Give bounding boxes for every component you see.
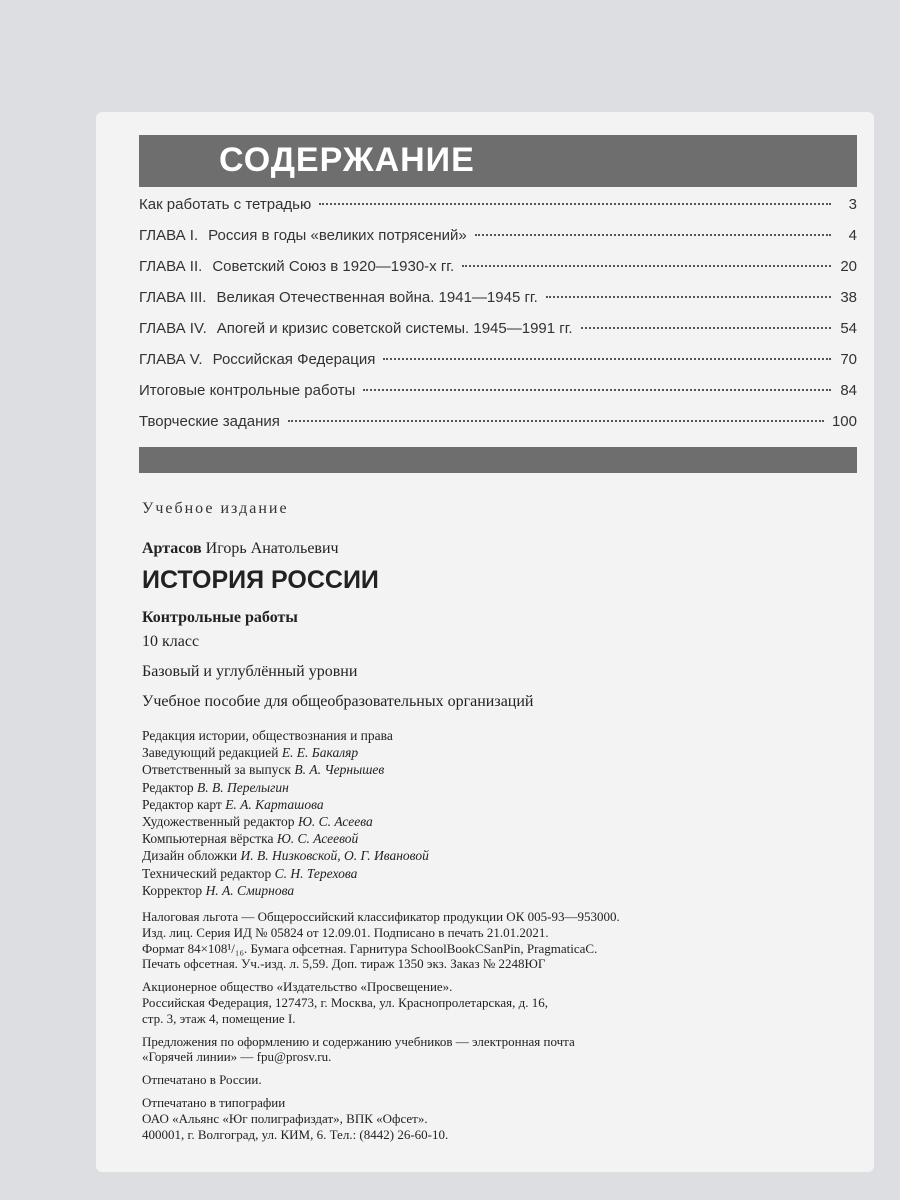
toc-page-number: 100 [831,413,857,430]
book-subtitle: Контрольные работы [142,609,298,626]
toc-entry-title: Великая Отечественная война. 1941—1945 гг. [216,289,538,306]
imprint-line: Формат 84×108¹/₁₆. Бумага офсетная. Гарнитура SchoolBookCSanPin, PragmaticaC. [142,940,598,956]
toc-leader-dots [475,233,831,236]
toc-row [139,289,857,320]
toc-row [139,351,857,382]
credit-role: Художественный редактор [142,814,295,830]
toc-entry-title: Советский Союз в 1920—1930-х гг. [212,258,455,275]
toc-entry-label [139,258,454,275]
toc-chapter-number: ГЛАВА IV. [139,320,207,337]
toc-chapter-number: ГЛАВА III. [139,289,207,306]
credit-person: Е. А. Карташова [225,796,324,812]
toc-page-number: 70 [840,351,857,368]
manual-description: Учебное пособие для общеобразовательных организаций [142,693,534,710]
printer-info [142,1095,862,1142]
toc-row [139,320,857,351]
levels: Базовый и углублённый уровни [142,663,358,680]
imprint-line: Акционерное общество «Издательство «Просвещение». [142,979,453,995]
toc-entry-title: Россия в годы «великих потрясений» [208,227,467,244]
author [142,540,862,558]
credit-role: Редактор [142,779,194,795]
credit-role: Ответственный за выпуск [142,762,291,778]
toc-leader-dots [319,202,831,205]
credit-person: В. А. Чернышев [294,762,385,778]
credit-line [142,761,862,778]
edition-type: Учебное издание [142,500,289,517]
toc-entry-label [139,382,355,399]
toc-page-number: 3 [848,196,857,213]
credit-person: Н. А. Смирнова [205,882,295,898]
toc-row [139,382,857,413]
feedback-info [142,1034,862,1066]
credit-person: В. В. Перелыгин [196,779,289,795]
credit-line [142,882,862,899]
toc-leader-dots [581,326,831,329]
toc-row [139,413,857,444]
author-surname: Артасов [142,540,202,557]
toc-leader-dots [288,419,824,422]
toc-title: СОДЕРЖАНИЕ [219,141,475,179]
credit-role: Технический редактор [142,865,272,881]
toc-entry-title: Апогей и кризис советской системы. 1945—1991 гг. [216,320,573,337]
toc-entry-label [139,320,573,337]
credit-person: Е. Е. Бакаляр [281,745,359,761]
credit-line [142,796,862,813]
toc-page-number: 54 [840,320,857,337]
imprint-line: Предложения по оформлению и содержанию учебников — электронная почта [142,1033,575,1049]
toc-header-bar [139,135,857,187]
credit-person: С. Н. Терехова [274,865,358,881]
toc-leader-dots [462,264,831,267]
toc-entry-title: Российская Федерация [212,351,376,368]
toc-page-number: 4 [848,227,857,244]
toc-entry-label [139,289,538,306]
toc-entry-label [139,227,467,244]
toc-entry-title: Как работать с тетрадью [139,196,312,213]
credit-person: Ю. С. Асеевой [276,831,359,847]
credit-line [142,813,862,830]
toc-chapter-number: ГЛАВА V. [139,351,203,368]
credit-role: Редакция истории, обществознания и права [142,728,393,743]
toc-entry-label [139,413,280,430]
book-title: ИСТОРИЯ РОССИИ [142,566,379,594]
toc-entry-title: Творческие задания [139,413,280,430]
toc-row [139,227,857,258]
imprint [142,500,862,1149]
imprint-line: Российская Федерация, 127473, г. Москва, ул. Краснопролетарская, д. 16, [142,995,548,1011]
toc-entry-label [139,351,375,368]
credit-line [142,830,862,847]
credit-role: Компьютерная вёрстка [142,831,274,847]
toc-chapter-number: ГЛАВА I. [139,227,199,244]
toc-page-number: 84 [840,382,857,399]
credit-line [142,847,862,864]
toc-bottom-bar [139,447,857,473]
toc-row [139,196,857,227]
imprint-line: Отпечатано в типографии [142,1095,286,1110]
credit-line [142,865,862,882]
publisher-info [142,979,862,1026]
credit-line [142,727,862,744]
imprint-line: стр. 3, этаж 4, помещение I. [142,1010,296,1026]
grade: 10 класс [142,633,200,650]
toc-leader-dots [546,295,831,298]
credit-role: Дизайн обложки [142,848,238,864]
toc-chapter-number: ГЛАВА II. [139,258,203,275]
credit-line [142,779,862,796]
credit-line [142,744,862,761]
imprint-line: Изд. лиц. Серия ИД № 05824 от 12.09.01. Подписано в печать 21.01.2021. [142,924,549,940]
credits [142,727,862,899]
toc-entry-title: Итоговые контрольные работы [139,382,356,399]
toc-row [139,258,857,289]
imprint-line: «Горячей линии» — fpu@prosv.ru. [142,1049,332,1065]
toc-list [139,196,857,444]
imprint-line: Печать офсетная. Уч.-изд. л. 5,59. Доп. тираж 1350 экз. Заказ № 2248ЮГ [142,956,546,972]
toc-page-number: 38 [840,289,857,306]
author-given-name: Игорь Анатольевич [205,540,339,557]
toc-entry-label [139,196,311,213]
credit-role: Заведующий редакцией [142,745,279,761]
tech-info [142,909,862,972]
credit-person: И. В. Низковской, О. Г. Ивановой [240,848,429,864]
toc-page-number: 20 [840,258,857,275]
imprint-line: ОАО «Альянс «Юг полиграфиздат», ВПК «Офсет». [142,1110,428,1126]
imprint-line: 400001, г. Волгоград, ул. КИМ, 6. Тел.: (8442) 26-60-10. [142,1126,449,1142]
credit-person: Ю. С. Асеева [297,814,373,830]
credit-role: Редактор карт [142,796,222,812]
toc-leader-dots [363,388,831,391]
imprint-line: Налоговая льгота — Общероссийский классификатор продукции ОК 005-93—953000. [142,909,620,925]
printed-in: Отпечатано в России. [142,1072,262,1088]
toc-leader-dots [383,357,831,360]
credit-role: Корректор [142,882,203,898]
